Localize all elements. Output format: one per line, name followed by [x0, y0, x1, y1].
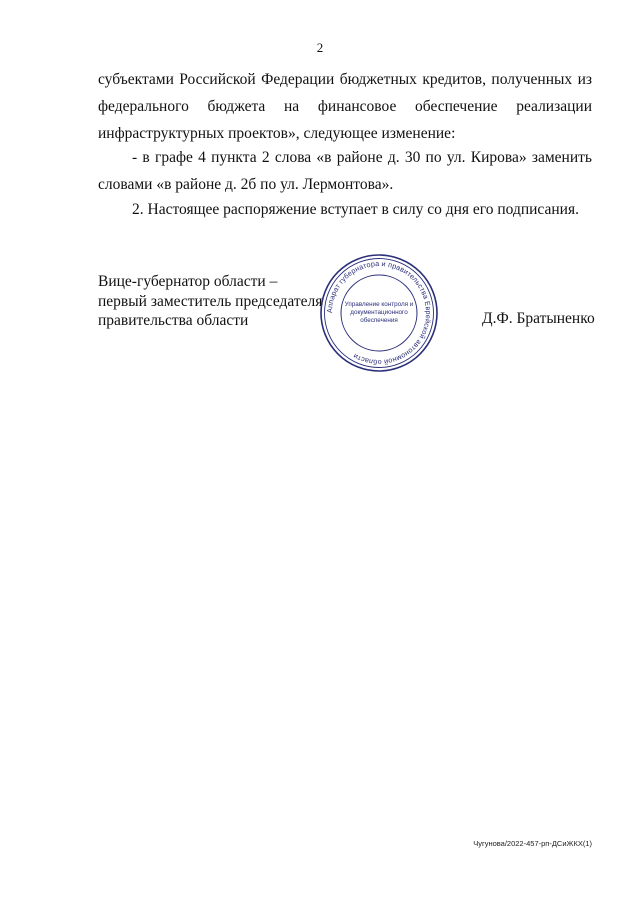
- stamp-outer-text: Аппарат губернатора и правительства Еврейской автономной области: [324, 258, 434, 368]
- paragraph-amendment: [98, 144, 592, 198]
- stamp-inner-line: Управление контроля и: [344, 301, 414, 308]
- text-line: инфраструктурных проектов», следующее изменение:: [98, 125, 456, 142]
- text-line: - в графе 4 пункта 2 слова «в районе д. 30 по ул. Кирова» заменить: [132, 149, 592, 166]
- paragraph-effective-date: [98, 196, 592, 223]
- official-seal-stamp: [318, 252, 440, 374]
- text-line: 2. Настоящее распоряжение вступает в силу со дня его подписания.: [132, 201, 579, 218]
- text-line: словами «в районе д. 2б по ул. Лермонтова».: [98, 176, 394, 193]
- text-line: федерального бюджета на финансовое обеспечение реализации: [98, 98, 592, 115]
- paragraph-continuation: [98, 66, 592, 147]
- text-line: субъектами Российской Федерации бюджетных кредитов, полученных из: [98, 71, 592, 88]
- stamp-inner-line: документационного: [350, 309, 408, 316]
- stamp-inner-line: обеспечения: [360, 317, 398, 324]
- page-number: 2: [316, 40, 324, 55]
- signatory-title: [98, 272, 322, 331]
- document-reference: Чугунова/2022-457-рп-ДСиЖКХ(1): [473, 839, 592, 848]
- signatory-title-line: первый заместитель председателя: [98, 292, 323, 310]
- signatory-name: Д.Ф. Братыненко: [482, 310, 595, 327]
- signatory-title-line: Вице-губернатор области –: [98, 273, 278, 290]
- signatory-title-line: правительства области: [98, 312, 249, 329]
